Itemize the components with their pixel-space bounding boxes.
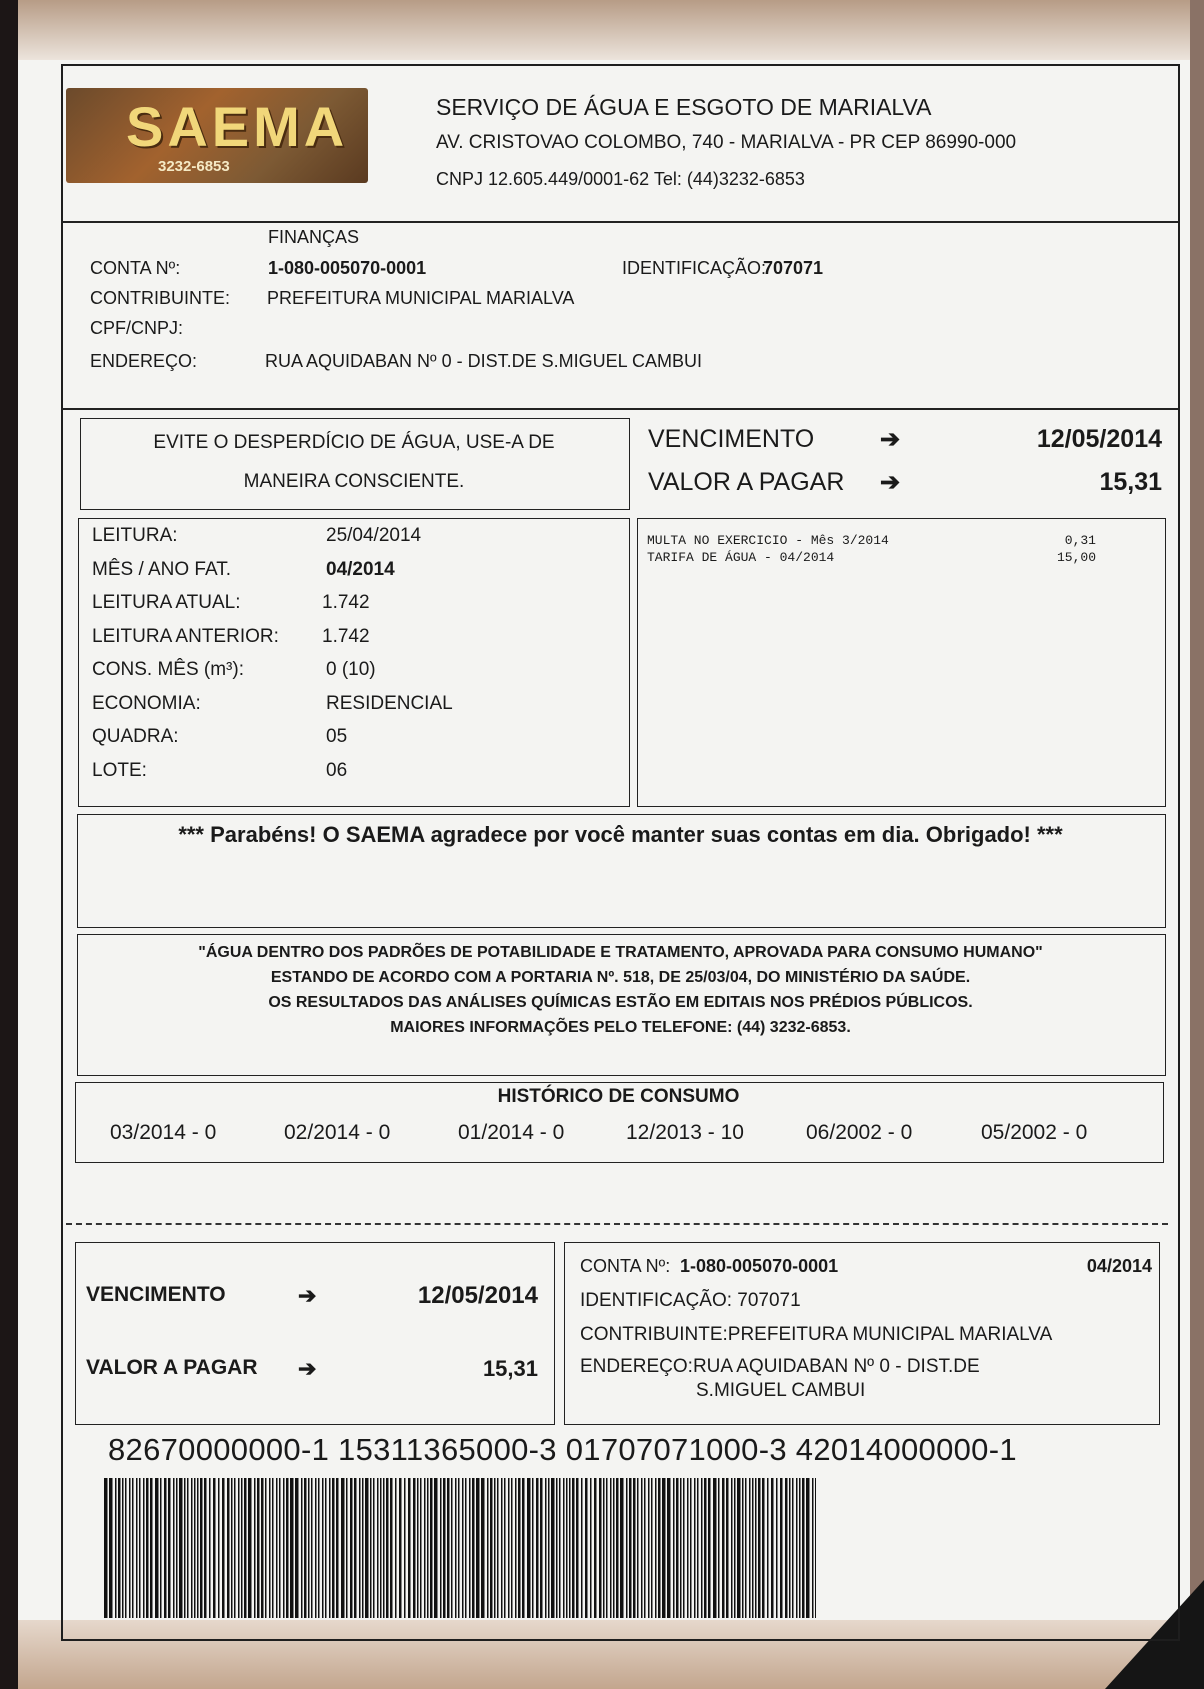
barcode-bar [792, 1478, 794, 1618]
barcode-line: 82670000000-1 15311365000-3 01707071000-3 42014000000-1 [108, 1432, 1017, 1467]
barcode-bar [350, 1478, 353, 1618]
barcode-bar [633, 1478, 636, 1618]
endereco-value: RUA AQUIDABAN Nº 0 - DIST.DE S.MIGUEL CAMBUI [265, 351, 702, 371]
barcode-bar [545, 1478, 547, 1618]
barcode-bar [179, 1478, 183, 1618]
barcode-bar [146, 1478, 149, 1618]
barcode-bar [194, 1478, 196, 1618]
barcode-bar [265, 1478, 267, 1618]
barcode-bar [373, 1478, 375, 1618]
barcode-bar [731, 1478, 733, 1618]
barcode-bar [737, 1478, 741, 1618]
barcode-bar [155, 1478, 159, 1618]
barcode-bar [522, 1478, 525, 1618]
barcode-bar [613, 1478, 615, 1618]
contribuinte-label: CONTRIBUINTE: [90, 288, 231, 308]
barcode-bar [511, 1478, 513, 1618]
stub-conta-label: CONTA Nº: [580, 1256, 671, 1276]
barcode-bar [209, 1478, 211, 1618]
barcode-bar [417, 1478, 419, 1618]
vencimento-value: 12/05/2014 [1036, 425, 1162, 453]
barcode-bar [424, 1478, 426, 1618]
barcode-bar [690, 1478, 692, 1618]
barcode-bar [160, 1478, 162, 1618]
quality-line-1: "ÁGUA DENTRO DOS PADRÕES DE POTABILIDADE E TRATAMENTO, APROVADA PARA CONSUMO HUMANO" [198, 944, 1043, 961]
barcode-bar [683, 1478, 685, 1618]
barcode-bar [341, 1478, 345, 1618]
reading-label: CONS. MÊS (m³): [92, 659, 244, 680]
reading-value: 0 (10) [326, 659, 376, 680]
barcode-bar [227, 1478, 230, 1618]
valor-value: 15,31 [1099, 468, 1162, 496]
barcode-bar [637, 1478, 639, 1618]
barcode-bar [687, 1478, 689, 1618]
barcode-bar [472, 1478, 475, 1618]
stub-endereco-2: S.MIGUEL CAMBUI [696, 1380, 866, 1401]
barcode-bar [559, 1478, 561, 1618]
conta-label: CONTA Nº: [90, 258, 181, 278]
barcode-bar [115, 1478, 117, 1618]
barcode-bar [767, 1478, 769, 1618]
barcode-bar [404, 1478, 406, 1618]
barcode-bar [440, 1478, 442, 1618]
barcode-bar [204, 1478, 207, 1618]
barcode-bar [254, 1478, 256, 1618]
barcode-bar [290, 1478, 294, 1618]
barcode-bar [458, 1478, 460, 1618]
stub-ref: 04/2014 [1086, 1256, 1152, 1276]
barcode-bar [168, 1478, 171, 1618]
barcode-bar [234, 1478, 236, 1618]
barcode-bar [581, 1478, 583, 1618]
barcode-bar [143, 1478, 145, 1618]
stub-ident: IDENTIFICAÇÃO: 707071 [580, 1290, 801, 1311]
barcode-bar [585, 1478, 588, 1618]
barcode-bar [318, 1478, 320, 1618]
contribuinte-value: PREFEITURA MUNICIPAL MARIALVA [267, 288, 575, 308]
history-item: 05/2002 - 0 [981, 1121, 1088, 1144]
barcode-bar [697, 1478, 699, 1618]
barcode-bar [566, 1478, 568, 1618]
barcode-bar [295, 1478, 299, 1618]
barcode-bar [494, 1478, 496, 1618]
barcode-bar [325, 1478, 327, 1618]
barcode-bar [257, 1478, 260, 1618]
barcode-bar [569, 1478, 571, 1618]
barcode-bar [164, 1478, 167, 1618]
barcode-bar [408, 1478, 411, 1618]
stub-due-box [75, 1242, 555, 1425]
reading-value: 04/2014 [326, 558, 395, 580]
barcode-bar [129, 1478, 131, 1618]
barcode-bar [336, 1478, 339, 1618]
barcode-bar [518, 1478, 521, 1618]
reading-value: 1.742 [322, 625, 370, 647]
barcode-bar [213, 1478, 216, 1618]
barcode-bar [261, 1478, 264, 1618]
saema-logo [66, 88, 368, 183]
ident-value: 707071 [763, 258, 824, 278]
barcode-bar [197, 1478, 199, 1618]
reading-label: LEITURA ATUAL: [92, 592, 241, 613]
barcode-bar [676, 1478, 679, 1618]
barcode-bar [176, 1478, 178, 1618]
conta-value: 1-080-005070-0001 [268, 258, 427, 278]
barcode-bar [304, 1478, 307, 1618]
barcode-bar [104, 1478, 108, 1618]
barcode-bar [222, 1478, 225, 1618]
barcode-bar [508, 1478, 510, 1618]
vencimento-label: VENCIMENTO [648, 425, 815, 453]
barcode-bar [658, 1478, 661, 1618]
reading-label: MÊS / ANO FAT. [92, 558, 232, 580]
barcode-bar [365, 1478, 369, 1618]
barcode-bar [476, 1478, 480, 1618]
reading-value: RESIDENCIAL [326, 692, 453, 714]
history-title: HISTÓRICO DE CONSUMO [497, 1086, 740, 1107]
barcode-bar [322, 1478, 324, 1618]
barcode-bar [680, 1478, 682, 1618]
barcode-bar [752, 1478, 754, 1618]
barcode-bar [532, 1478, 534, 1618]
barcode-bar [749, 1478, 751, 1618]
barcode-bar [465, 1478, 467, 1618]
barcode-bar [742, 1478, 744, 1618]
barcode-bar [272, 1478, 274, 1618]
barcode-bar [455, 1478, 457, 1618]
barcode-bar [648, 1478, 650, 1618]
barcode-bar [785, 1478, 788, 1618]
barcode-bar [704, 1478, 707, 1618]
scan-shade-top [18, 0, 1190, 60]
barcode-bar [606, 1478, 608, 1618]
barcode-bar [655, 1478, 657, 1618]
barcode-bar [718, 1478, 720, 1618]
barcode-bar [713, 1478, 717, 1618]
thank-you-message: *** Parabéns! O SAEMA agradece por você manter suas contas em dia. Obrigado! *** [178, 822, 1063, 847]
barcode-bar [380, 1478, 382, 1618]
barcode-bar [187, 1478, 189, 1618]
barcode-bar [694, 1478, 696, 1618]
barcode-bar [673, 1478, 675, 1618]
barcode-bar [594, 1478, 597, 1618]
barcode-bar [279, 1478, 281, 1618]
barcode-bar [556, 1478, 558, 1618]
info-divider [61, 408, 1178, 410]
barcode-bar [536, 1478, 539, 1618]
history-item: 01/2014 - 0 [458, 1121, 565, 1144]
charge-description: TARIFA DE ÁGUA - 04/2014 [647, 550, 835, 565]
stub-endereco-1: ENDEREÇO:RUA AQUIDABAN Nº 0 - DIST.DE [580, 1356, 980, 1377]
barcode-bar [136, 1478, 138, 1618]
barcode-bar [315, 1478, 317, 1618]
barcode-bar [667, 1478, 671, 1618]
barcode-bar [427, 1478, 429, 1618]
barcode-bar [184, 1478, 186, 1618]
company-address: AV. CRISTOVAO COLOMBO, 740 - MARIALVA - PR CEP 86990-000 [436, 132, 1017, 153]
barcode-bar [487, 1478, 489, 1618]
barcode-bar [780, 1478, 783, 1618]
barcode-bar [173, 1478, 175, 1618]
barcode-bar [572, 1478, 575, 1618]
barcode-bar [122, 1478, 124, 1618]
barcode-bar [308, 1478, 310, 1618]
notice-line-1: EVITE O DESPERDÍCIO DE ÁGUA, USE-A DE [153, 432, 555, 453]
barcode-bar [311, 1478, 313, 1618]
company-name: SERVIÇO DE ÁGUA E ESGOTO DE MARIALVA [436, 94, 932, 120]
charge-value: 0,31 [1064, 533, 1096, 548]
barcode-bar [501, 1478, 503, 1618]
barcode-bar [139, 1478, 141, 1618]
barcode-bar [238, 1478, 240, 1618]
barcode-bar [413, 1478, 416, 1618]
barcode-bar [540, 1478, 543, 1618]
reading-value: 1.742 [322, 592, 370, 613]
barcode-bar [370, 1478, 372, 1618]
reading-label: LEITURA ANTERIOR: [92, 625, 279, 647]
barcode-bar [551, 1478, 555, 1618]
barcode-bar [745, 1478, 747, 1618]
history-item: 12/2013 - 10 [626, 1121, 744, 1144]
charge-value: 15,00 [1056, 550, 1096, 565]
arrow-icon: ➔ [298, 1283, 317, 1308]
barcode-bar [701, 1478, 703, 1618]
barcode-bar [796, 1478, 798, 1618]
barcode-bar [610, 1478, 612, 1618]
barcode-bar [420, 1478, 422, 1618]
barcode-bar [599, 1478, 602, 1618]
barcode-bar [451, 1478, 453, 1618]
stub-contribuinte: CONTRIBUINTE:PREFEITURA MUNICIPAL MARIALVA [580, 1324, 1053, 1345]
logo-phone: 3232-6853 [158, 158, 230, 175]
reading-value: 25/04/2014 [326, 525, 422, 546]
barcode-bar [576, 1478, 579, 1618]
barcode-bar [241, 1478, 243, 1618]
quality-line-2: ESTANDO DE ACORDO COM A PORTARIA Nº. 518, DE 25/03/04, DO MINISTÉRIO DA SAÚDE. [270, 969, 971, 986]
barcode-bar [301, 1478, 303, 1618]
ident-label: IDENTIFICAÇÃO: [622, 258, 767, 278]
barcode-bar [390, 1478, 393, 1618]
barcode-bar [789, 1478, 791, 1618]
barcode-bar [329, 1478, 331, 1618]
stub-vencimento-label: VENCIMENTO [86, 1283, 226, 1306]
barcode-bar [383, 1478, 385, 1618]
barcode-bar [590, 1478, 592, 1618]
barcode-bar [346, 1478, 348, 1618]
barcode-bar [359, 1478, 361, 1618]
reading-label: ECONOMIA: [92, 692, 201, 714]
barcode-bar [191, 1478, 193, 1618]
barcode-bar [504, 1478, 506, 1618]
header-divider [61, 221, 1178, 223]
barcode-bar [771, 1478, 774, 1618]
barcode-bar [758, 1478, 761, 1618]
arrow-icon: ➔ [880, 469, 901, 496]
barcode-bar [109, 1478, 113, 1618]
barcode-bar [430, 1478, 433, 1618]
barcode-bar [377, 1478, 379, 1618]
arrow-icon: ➔ [298, 1356, 317, 1381]
tear-line [66, 1223, 1168, 1225]
barcode-bar [497, 1478, 499, 1618]
barcode-bar [616, 1478, 619, 1618]
history-item: 02/2014 - 0 [284, 1121, 391, 1144]
barcode-bar [815, 1478, 816, 1618]
reading-label: QUADRA: [92, 726, 179, 747]
barcode-bar [563, 1478, 565, 1618]
arrow-icon: ➔ [880, 426, 901, 453]
reading-value: 05 [326, 726, 348, 747]
stub-valor-label: VALOR A PAGAR [86, 1356, 258, 1379]
stub-conta-value: 1-080-005070-0001 [680, 1256, 839, 1276]
barcode-bar [481, 1478, 485, 1618]
barcode-bar [626, 1478, 628, 1618]
reading-label: LEITURA: [92, 525, 178, 546]
barcode-bar [395, 1478, 397, 1618]
section-title: FINANÇAS [268, 227, 360, 247]
stub-valor-value: 15,31 [482, 1356, 538, 1381]
barcode-bar [286, 1478, 289, 1618]
barcode-bar [248, 1478, 252, 1618]
barcode-bar [776, 1478, 778, 1618]
barcode-bar [150, 1478, 153, 1618]
barcode-bar [434, 1478, 438, 1618]
barcode-bar [527, 1478, 531, 1618]
barcode-bar [447, 1478, 450, 1618]
barcode-bar [651, 1478, 653, 1618]
barcode-bar [734, 1478, 736, 1618]
barcode-bar [812, 1478, 814, 1618]
quality-line-4: MAIORES INFORMAÇÕES PELO TELEFONE: (44) 3232-6853. [390, 1019, 851, 1036]
barcode-bar [469, 1478, 471, 1618]
barcode [104, 1478, 816, 1618]
barcode-bar [332, 1478, 335, 1618]
endereco-label: ENDEREÇO: [90, 351, 198, 371]
scan-edge [0, 0, 18, 1689]
barcode-bar [644, 1478, 646, 1618]
barcode-bar [399, 1478, 402, 1618]
barcode-bar [620, 1478, 624, 1618]
barcode-bar [708, 1478, 711, 1618]
cpf-label: CPF/CNPJ: [90, 318, 184, 338]
logo-text: SAEMA [126, 95, 349, 158]
barcode-bar [200, 1478, 203, 1618]
barcode-bar [755, 1478, 757, 1618]
barcode-bar [443, 1478, 446, 1618]
quality-line-3: OS RESULTADOS DAS ANÁLISES QUÍMICAS ESTÃO EM EDITAIS NOS PRÉDIOS PÚBLICOS. [268, 994, 973, 1011]
barcode-bar [269, 1478, 271, 1618]
barcode-bar [726, 1478, 729, 1618]
valor-label: VALOR A PAGAR [648, 468, 845, 496]
barcode-bar [354, 1478, 357, 1618]
barcode-bar [125, 1478, 127, 1618]
barcode-bar [548, 1478, 550, 1618]
reading-label: LOTE: [92, 759, 147, 781]
barcode-bar [629, 1478, 632, 1618]
barcode-bar [515, 1478, 517, 1618]
barcode-bar [799, 1478, 801, 1618]
history-item: 06/2002 - 0 [806, 1121, 913, 1144]
barcode-bar [802, 1478, 805, 1618]
barcode-bar [218, 1478, 220, 1618]
barcode-bar [641, 1478, 643, 1618]
reading-value: 06 [326, 759, 348, 781]
barcode-bar [132, 1478, 134, 1618]
barcode-bar [762, 1478, 765, 1618]
barcode-bar [490, 1478, 493, 1618]
stub-vencimento-value: 12/05/2014 [417, 1282, 538, 1309]
notice-line-2: MANEIRA CONSCIENTE. [243, 471, 465, 492]
charge-description: MULTA NO EXERCICIO - Mês 3/2014 [647, 533, 889, 548]
barcode-bar [244, 1478, 247, 1618]
barcode-bar [462, 1478, 464, 1618]
barcode-bar [118, 1478, 121, 1618]
barcode-bar [603, 1478, 605, 1618]
barcode-bar [231, 1478, 233, 1618]
barcode-bar [283, 1478, 285, 1618]
history-item: 03/2014 - 0 [110, 1121, 217, 1144]
company-cnpj-phone: CNPJ 12.605.449/0001-62 Tel: (44)3232-6853 [436, 169, 805, 189]
barcode-bar [386, 1478, 389, 1618]
barcode-bar [362, 1478, 364, 1618]
barcode-bar [276, 1478, 278, 1618]
barcode-bar [662, 1478, 666, 1618]
barcode-bar [806, 1478, 810, 1618]
barcode-bar [722, 1478, 725, 1618]
